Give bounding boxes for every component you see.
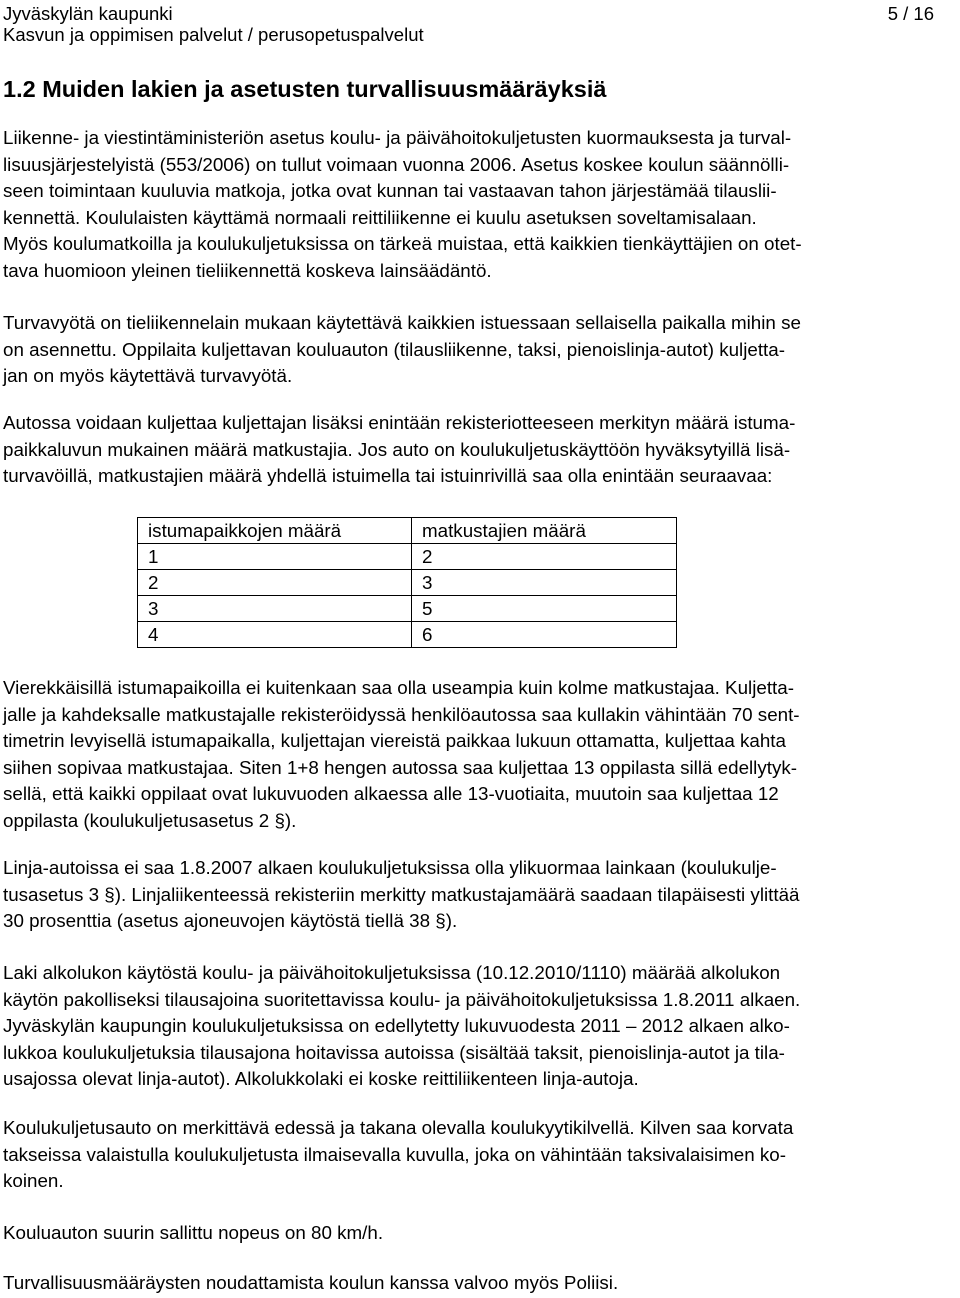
paragraph-passengers bbox=[3, 410, 958, 490]
text-line: siihen sopivaa matkustajaa. Siten 1+8 hengen autossa saa kuljettaa 13 oppilasta sillä edellytyk- bbox=[3, 756, 798, 778]
paragraph-alcolock bbox=[3, 960, 958, 1093]
paragraph-buses bbox=[3, 855, 958, 935]
table-header-passengers: matkustajien määrä bbox=[412, 518, 677, 544]
text-line: on asennettu. Oppilaita kuljettavan kouluauton (tilausliikenne, taksi, pienoislinja-autot) kuljetta- bbox=[3, 338, 785, 360]
text-line: turvavöillä, matkustajien määrä yhdellä istuimella tai istuinrivillä saa olla enintään seuraavaa: bbox=[3, 465, 773, 487]
paragraph-decree bbox=[3, 125, 958, 285]
table-row bbox=[138, 622, 677, 648]
text-line: kennettä. Koululaisten käyttämä normaali reittiliikenne ei kuulu asetuksen soveltamisalaan. bbox=[3, 206, 757, 228]
header-organization: Jyväskylän kaupunki bbox=[3, 3, 173, 24]
table-cell: 3 bbox=[138, 596, 412, 622]
table-cell: 4 bbox=[138, 622, 412, 648]
paragraph-police bbox=[3, 1270, 958, 1297]
paragraph-school-transport-sign bbox=[3, 1115, 958, 1195]
text-line: paikkaluvun mukainen määrä matkustajia. Jos auto on koulukuljetuskäyttöön hyväksytyillä lisä- bbox=[3, 438, 791, 460]
text-line: usajossa olevat linja-autot). Alkolukkolaki ei koske reittiliikenteen linja-autoja. bbox=[3, 1068, 639, 1090]
text-line: Linja-autoissa ei saa 1.8.2007 alkaen koulukuljetuksissa olla ylikuormaa lainkaan (koulukulje- bbox=[3, 857, 777, 878]
text-line: koinen. bbox=[3, 1170, 64, 1192]
page-number: 5 / 16 bbox=[887, 3, 934, 24]
table-row bbox=[138, 596, 677, 622]
text-line: Autossa voidaan kuljettaa kuljettajan lisäksi enintään rekisteriotteeseen merkityn määrä istuma- bbox=[3, 412, 796, 433]
text-line: jan on myös käytettävä turvavyötä. bbox=[3, 365, 293, 387]
text-line: lukkoa koulukuljetuksia tilausajona hoitavissa autoissa (sisältää taksit, pienoislinja-autot ja tila- bbox=[3, 1041, 785, 1063]
text-line: Laki alkolukon käytöstä koulu- ja päivähoitokuljetuksissa (10.12.2010/1110) määrää alkolukon bbox=[3, 962, 781, 983]
table-header-seats: istumapaikkojen määrä bbox=[138, 518, 412, 544]
text-line: Turvavyötä on tieliikennelain mukaan käytettävä kaikkien istuessaan sellaisella paikalla mihin se bbox=[3, 312, 801, 333]
section-title: 1.2 Muiden lakien ja asetusten turvallisuusmääräyksiä bbox=[3, 76, 607, 102]
text-line: Liikenne- ja viestintäministeriön asetus koulu- ja päivähoitokuljetusten kuormauksesta ja turval- bbox=[3, 127, 792, 148]
text-line: Koulukuljetusauto on merkittävä edessä ja takana olevalla koulukyytikilvellä. Kilven saa korvata bbox=[3, 1117, 794, 1138]
text-line: 30 prosenttia (asetus ajoneuvojen käytöstä tiellä 38 §). bbox=[3, 910, 458, 932]
text-line: käytön pakolliseksi tilausajoina suoritettavissa koulu- ja päivähoitokuljetuksissa 1.8.2011 alkaen. bbox=[3, 988, 801, 1010]
text-line: jalle ja kahdeksalle matkustajalle rekisteröidyssä henkilöautossa saa kullakin vähintään 70 sent- bbox=[3, 703, 800, 725]
table-header-row bbox=[138, 518, 677, 544]
paragraph-speed-limit bbox=[3, 1220, 958, 1247]
paragraph-seatbelt bbox=[3, 310, 958, 390]
text-line: Turvallisuusmääräysten noudattamista koulun kanssa valvoo myös Poliisi. bbox=[3, 1272, 619, 1293]
text-line: sellä, että kaikki oppilaat ovat lukuvuoden alkaessa alle 13-vuotiaita, muutoin saa kuljettaa 12 bbox=[3, 783, 779, 805]
text-line: Myös koulumatkoilla ja koulukuljetuksissa on tärkeä muistaa, että kaikkien tienkäyttäjien on otet- bbox=[3, 233, 802, 255]
text-line: lisuusjärjestelyistä (553/2006) on tullut voimaan vuonna 2006. Asetus koskee koulun säännölli- bbox=[3, 153, 790, 175]
table-row bbox=[138, 544, 677, 570]
paragraph-adjacent-seats bbox=[3, 675, 958, 835]
seating-table bbox=[137, 517, 677, 648]
text-line: Vierekkäisillä istumapaikoilla ei kuitenkaan saa olla useampia kuin kolme matkustajaa. Kuljetta- bbox=[3, 677, 794, 698]
header-unit: Kasvun ja oppimisen palvelut / perusopetuspalvelut bbox=[3, 24, 424, 45]
table-cell: 1 bbox=[138, 544, 412, 570]
text-line: Kouluauton suurin sallittu nopeus on 80 km/h. bbox=[3, 1222, 384, 1243]
table-cell: 3 bbox=[412, 570, 677, 596]
table-cell: 2 bbox=[412, 544, 677, 570]
table-row bbox=[138, 570, 677, 596]
text-line: timetrin levyisellä istumapaikalla, kuljettajan viereistä paikkaa lukuun ottamatta, kuljettaa kahta bbox=[3, 730, 786, 752]
text-line: oppilasta (koulukuljetusasetus 2 §). bbox=[3, 809, 297, 831]
text-line: takseissa valaistulla koulukuljetusta ilmaisevalla kuvulla, joka on vähintään taksivalaisimen ko- bbox=[3, 1143, 786, 1165]
text-line: seen toimintaan kuuluvia matkoja, jotka ovat kunnan tai vastaavan tahon järjestämää tilauslii- bbox=[3, 180, 777, 202]
table-cell: 2 bbox=[138, 570, 412, 596]
text-line: tava huomioon yleinen tieliikennettä koskeva lainsäädäntö. bbox=[3, 259, 492, 281]
text-line: Jyväskylän kaupungin koulukuljetuksissa on edellytetty lukuvuodesta 2011 – 2012 alkaen alko- bbox=[3, 1015, 790, 1037]
text-line: tusasetus 3 §). Linjaliikenteessä rekisteriin merkitty matkustajamäärä saadaan tilapäisesti ylittää bbox=[3, 883, 800, 905]
table-cell: 5 bbox=[412, 596, 677, 622]
table-cell: 6 bbox=[412, 622, 677, 648]
